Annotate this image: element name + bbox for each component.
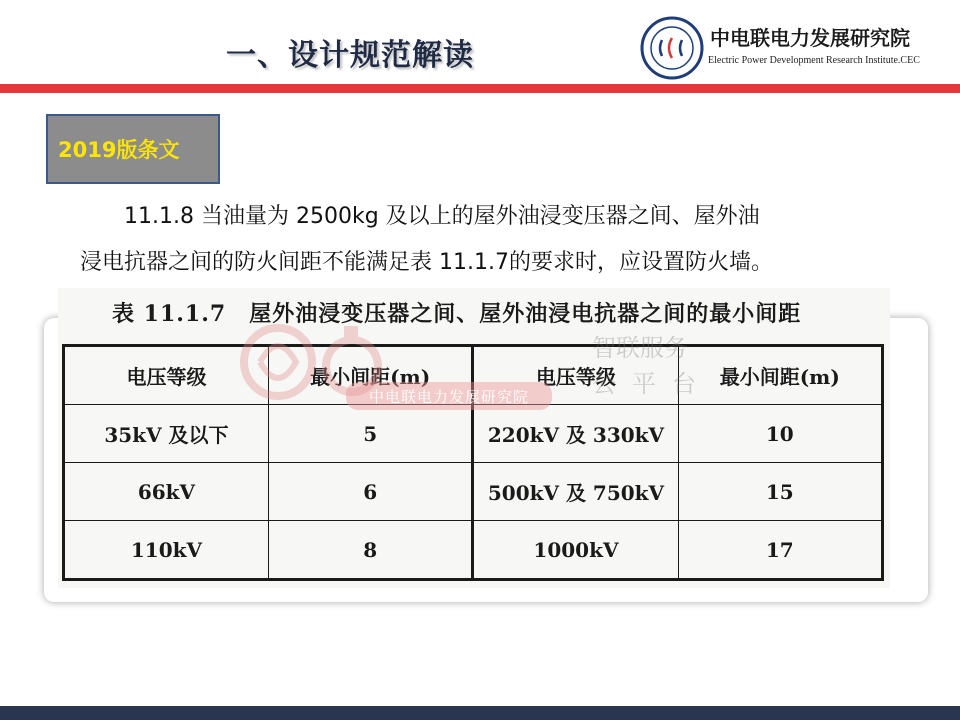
table-cell: 6 bbox=[268, 463, 472, 521]
footer-bar bbox=[0, 706, 960, 720]
version-badge bbox=[46, 114, 220, 184]
clause-line-1 bbox=[80, 194, 920, 240]
clause-line-2: 浸电抗器之间的防火间距不能满足表 11.1.7的要求时，应设置防火墙。 bbox=[80, 250, 773, 275]
clause-line-1-text: 11.1.8 当油量为 2500kg 及以上的屋外油浸变压器之间、屋外油 bbox=[124, 204, 760, 229]
table-cell: 1000kV bbox=[473, 521, 678, 580]
header-voltage-1: 电压等级 bbox=[64, 346, 269, 405]
header-distance-1: 最小间距(m) bbox=[268, 346, 472, 405]
org-name-cn: 中电联电力发展研究院 bbox=[710, 26, 910, 50]
table-cell: 110kV bbox=[64, 521, 269, 580]
table-row bbox=[64, 405, 883, 463]
table-row bbox=[64, 463, 883, 521]
table-cell: 35kV 及以下 bbox=[64, 405, 269, 463]
version-badge-label: 2019版条文 bbox=[58, 138, 180, 162]
header-divider bbox=[0, 84, 960, 93]
table-header-row bbox=[64, 346, 883, 405]
watermark-side-line-1: 智联服务 bbox=[592, 334, 688, 362]
watermark-text: 中电联电力发展研究院 bbox=[346, 382, 552, 410]
table-caption: 表 11.1.7 屋外油浸变压器之间、屋外油浸电抗器之间的最小间距 bbox=[112, 301, 802, 327]
org-name-en: Electric Power Development Research Institute.CEC bbox=[708, 55, 920, 66]
clause-text bbox=[80, 194, 920, 286]
spacing-table bbox=[62, 344, 884, 581]
table-cell: 8 bbox=[268, 521, 472, 580]
table-cell: 15 bbox=[678, 463, 882, 521]
header-voltage-2: 电压等级 bbox=[473, 346, 678, 405]
table-cell: 220kV 及 330kV bbox=[473, 405, 678, 463]
watermark-side-line-2: 公平台 bbox=[592, 370, 712, 398]
table-cell: 66kV bbox=[64, 463, 269, 521]
table-cell: 17 bbox=[678, 521, 882, 580]
table-cell: 500kV 及 750kV bbox=[473, 463, 678, 521]
table-cell: 5 bbox=[268, 405, 472, 463]
table-cell: 10 bbox=[678, 405, 882, 463]
header-distance-2: 最小间距(m) bbox=[678, 346, 882, 405]
page-title: 一、设计规范解读 bbox=[226, 38, 474, 73]
table-row bbox=[64, 521, 883, 580]
cec-logo-icon bbox=[640, 16, 704, 80]
